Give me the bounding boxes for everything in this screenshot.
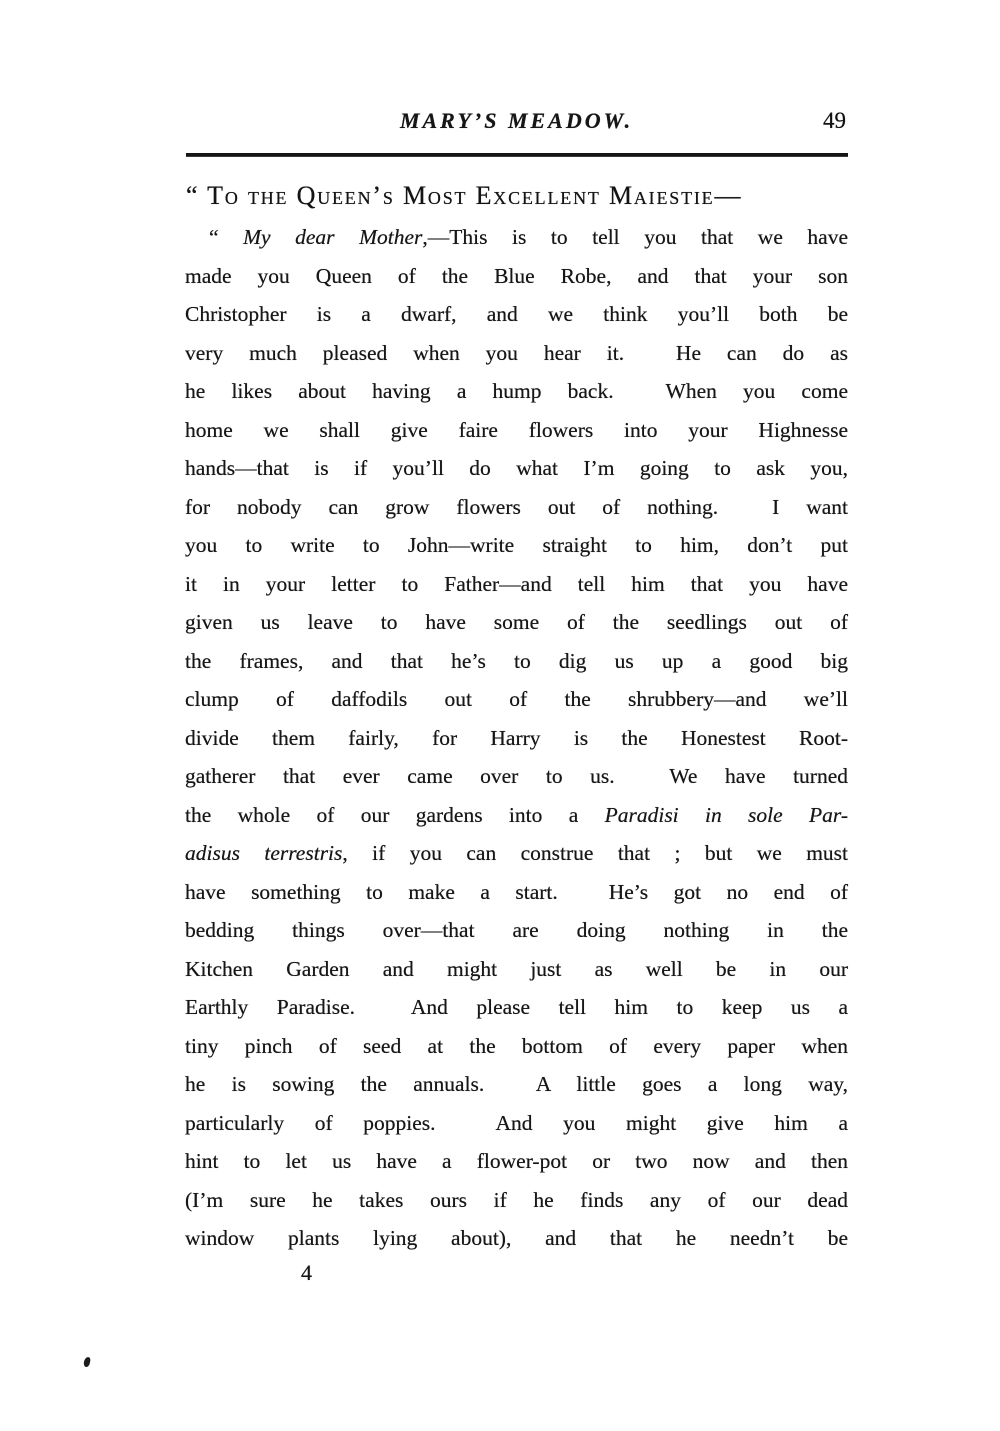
letter-line: it in your letter to Father—and tell him that you have [185, 571, 848, 596]
letter-line: Earthly Paradise. And please tell him to keep us a [185, 995, 848, 1019]
letter-line: made you Queen of the Blue Robe, and that your son [185, 263, 848, 288]
letter-line: Kitchen Garden and might just as well be in our [185, 956, 848, 981]
letter-line: particularly of poppies. And you might give him a [185, 1110, 848, 1135]
letter-line: the whole of our gardens into a Paradisi in sole Par- [185, 802, 849, 827]
ink-speck [83, 1356, 91, 1367]
letter-line: home we shall give faire flowers into your Highnesse [185, 417, 848, 442]
running-header-title: MARY’S MEADOW. [399, 108, 634, 133]
letter-line: tiny pinch of seed at the bottom of every paper when [185, 1033, 848, 1058]
letter-line: gatherer that ever came over to us. We have turned [185, 764, 848, 788]
letter-body [185, 218, 848, 1258]
header-rule [186, 153, 848, 157]
letter-line: you to write to John—write straight to him, don’t put [185, 533, 848, 557]
letter-line: very much pleased when you hear it. He can do as [185, 340, 848, 365]
letter-line: he is sowing the annuals. A little goes a long way, [185, 1072, 848, 1096]
letter-line: window plants lying about), and that he needn’t be [185, 1226, 848, 1250]
letter-line: adisus terrestris, if you can construe that ; but we must [185, 841, 849, 865]
letter-line: for nobody can grow flowers out of nothing. I want [185, 494, 848, 519]
letter-line: clump of daffodils out of the shrubbery—and we’ll [185, 687, 848, 711]
letter-line: (I’m sure he takes ours if he finds any of our dead [185, 1187, 848, 1212]
signature-mark: 4 [301, 1260, 312, 1285]
letter-line: Christopher is a dwarf, and we think you’ll both be [185, 302, 848, 326]
running-header [185, 108, 848, 142]
letter-line: have something to make a start. He’s got no end of [185, 879, 848, 904]
letter-line: bedding things over—that are doing nothing in the [185, 918, 848, 942]
letter-salutation: “ To the Queen’s Most Excellent Maiestie— [186, 181, 743, 210]
letter-line: the frames, and that he’s to dig us up a good big [185, 648, 848, 673]
letter-line: hands—that is if you’ll do what I’m going to ask you, [185, 456, 848, 480]
letter-line: divide them fairly, for Harry is the Honestest Root- [185, 725, 848, 750]
letter-line: hint to let us have a flower-pot or two now and then [185, 1149, 848, 1173]
page-number: 49 [823, 108, 846, 133]
letter-line: given us leave to have some of the seedlings out of [185, 610, 848, 634]
letter-line: “ My dear Mother,—This is to tell you that we have [209, 225, 849, 249]
letter-line: he likes about having a hump back. When you come [185, 379, 848, 403]
